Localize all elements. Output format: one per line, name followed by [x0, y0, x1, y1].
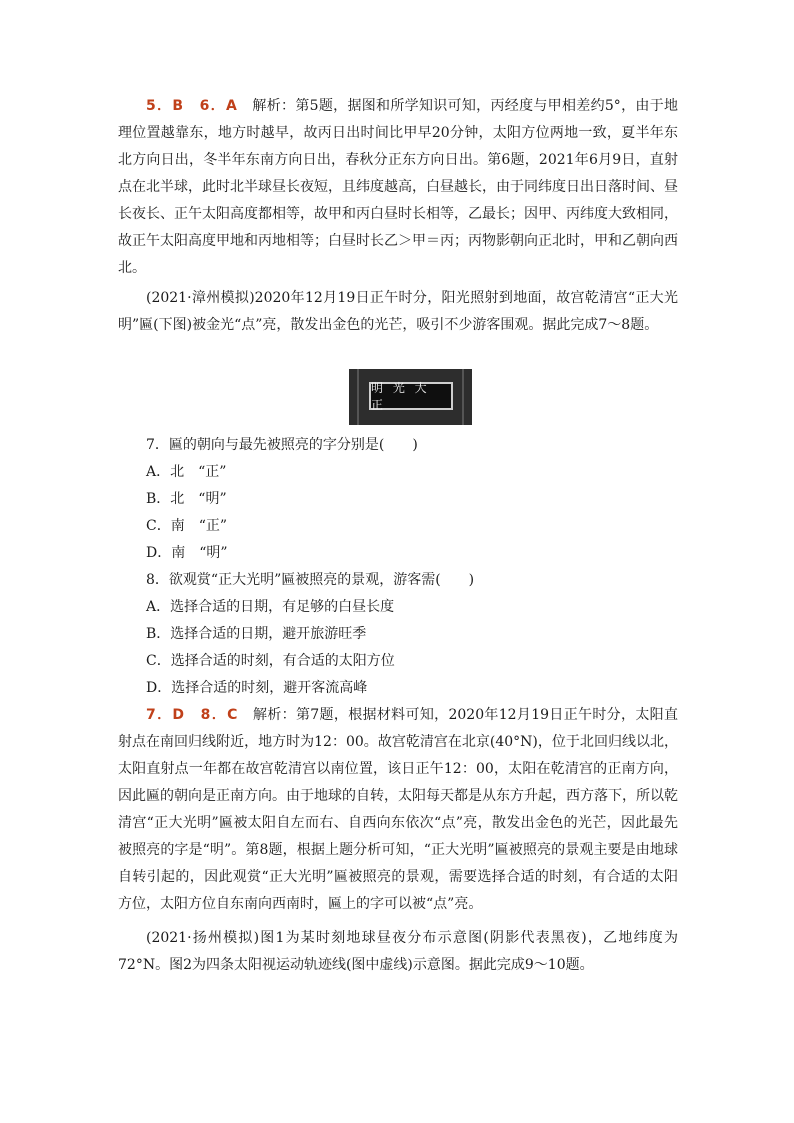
answer-explanation: 解析：第5题，据图和所学知识可知，丙经度与甲相差约5°，由于地理位置越靠东，地方时越早，故丙日出时间比甲早20分钟，太阳方位两地一致，夏半年东北方向日出，冬半年东南方向日出，春秋分正东方向日出。第6题，2021年6月9日，直射点在北半球，此时北半球昼长夜短，且纬度越高，白昼越长，由于同纬度日出日落时间、昼长夜长、正午太阳高度都相等，故甲和丙白昼时长相等，乙最长；因甲、丙纬度大致相同，故正午太阳高度甲地和丙地相等；白昼时长乙＞甲＝丙；丙物影朝向正北时，甲和乙朝向西北。 [118, 98, 678, 276]
q8-option-b: B．选择合适的日期，避开旅游旺季 [146, 626, 367, 642]
plaque-board [369, 382, 453, 410]
question-intro-9-10: (2021·扬州模拟)图1为某时刻地球昼夜分布示意图(阴影代表黑夜)，乙地纬度为72°N。图2为四条太阳视运动轨迹线(图中虚线)示意图。据此完成9～10题。 [118, 930, 678, 973]
answer-label: 5．B 6．A [146, 98, 238, 114]
question-intro-7-8: (2021·漳州模拟)2020年12月19日正午时分，阳光照射到地面，故宫乾清宫“正大光明”匾(下图)被金光“点”亮，散发出金色的光芒，吸引不少游客围观。据此完成7～8题。 [118, 290, 678, 333]
q7-option-a: A．北 “正” [146, 464, 227, 480]
q8-option-c: C．选择合适的时刻，有合适的太阳方位 [146, 653, 395, 669]
question-8-stem: 8．欲观赏“正大光明”匾被照亮的景观，游客需( ) [146, 572, 475, 588]
plaque-photo [349, 369, 472, 425]
answer-explanation: 解析：第7题，根据材料可知，2020年12月19日正午时分，太阳直射点在南回归线附近，地方时为12：00。故宫乾清宫在北京(40°N)，位于北回归线以北，太阳直射点一年都在故宫乾清宫以南位置，该日正午12：00，太阳在乾清宫的正南方向，因此匾的朝向是正南方向。由于地球的自转，太阳每天都是从东方升起，西方落下，所以乾清宫“正大光明”匾被太阳自左而右、自西向东依次“点”亮，散发出金色的光芒，因此最先被照亮的字是“明”。第8题，根据上题分析可知，“正大光明”匾被照亮的景观主要是由地球自转引起的，因此观赏“正大光明”匾被照亮的景观，需要选择合适的时刻，有合适的太阳方位，太阳方位自东南向西南时，匾上的字可以被“点”亮。 [118, 707, 678, 912]
answer-label: 7．D 8．C [146, 707, 239, 723]
answer-7-8 [118, 702, 678, 918]
q8-option-a: A．选择合适的日期，有足够的白昼长度 [146, 599, 395, 615]
q7-option-b: B．北 “明” [146, 491, 227, 507]
q7-option-d: D．南 “明” [146, 545, 228, 561]
plaque-text: 明 光 大 正 [371, 381, 430, 412]
question-7-stem: 7．匾的朝向与最先被照亮的字分别是( ) [146, 437, 418, 453]
q8-option-d: D．选择合适的时刻，避开客流高峰 [146, 680, 368, 696]
answer-5-6 [118, 93, 678, 282]
q7-option-c: C．南 “正” [146, 518, 228, 534]
